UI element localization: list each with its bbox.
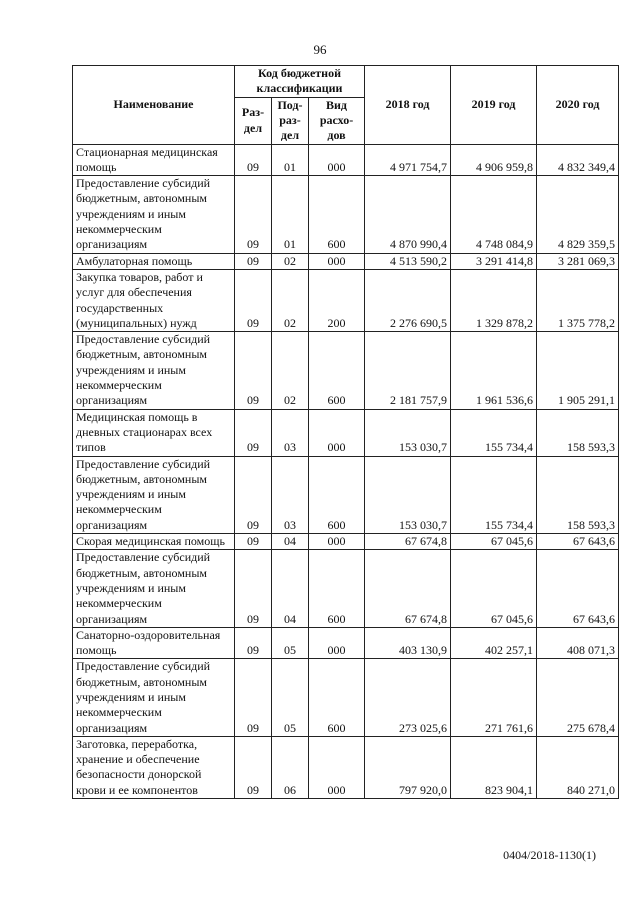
row-podrazdel: 03: [272, 409, 309, 456]
row-vid: 200: [309, 269, 365, 331]
page-number: 96: [313, 42, 327, 57]
row-value-2019: 67 045,6: [451, 534, 537, 550]
table-header: [73, 66, 619, 145]
row-value-2019: 155 734,4: [451, 409, 537, 456]
row-podrazdel: 03: [272, 456, 309, 533]
table-row: [73, 176, 619, 253]
row-value-2019: 402 257,1: [451, 627, 537, 659]
row-vid: 000: [309, 409, 365, 456]
row-value-2018: 273 025,6: [365, 659, 451, 736]
row-value-2018: 2 276 690,5: [365, 269, 451, 331]
row-podrazdel: 02: [272, 332, 309, 409]
header-2019: 2019 год: [451, 66, 537, 145]
row-name: Закупка товаров, работ и услуг для обеспечения государственных (муниципальных) нужд: [73, 269, 235, 331]
row-value-2019: 4 906 959,8: [451, 144, 537, 176]
row-value-2019: 1 329 878,2: [451, 269, 537, 331]
header-razdel: Раз- дел: [235, 97, 272, 144]
row-value-2020: 1 905 291,1: [537, 332, 619, 409]
row-value-2020: 3 281 069,3: [537, 253, 619, 269]
row-vid: 000: [309, 627, 365, 659]
row-value-2020: 4 829 359,5: [537, 176, 619, 253]
row-podrazdel: 05: [272, 659, 309, 736]
row-name: Предоставление субсидий бюджетным, автономным учреждениям и иным некоммерческим организациям: [73, 456, 235, 533]
row-value-2020: 67 643,6: [537, 550, 619, 627]
row-value-2020: 1 375 778,2: [537, 269, 619, 331]
row-vid: 600: [309, 176, 365, 253]
row-value-2018: 4 513 590,2: [365, 253, 451, 269]
row-value-2019: 1 961 536,6: [451, 332, 537, 409]
row-podrazdel: 02: [272, 253, 309, 269]
table-row: [73, 550, 619, 627]
table-row: [73, 736, 619, 798]
row-vid: 600: [309, 456, 365, 533]
row-value-2020: 275 678,4: [537, 659, 619, 736]
table-row: [73, 269, 619, 331]
row-razdel: 09: [235, 550, 272, 627]
row-value-2020: 840 271,0: [537, 736, 619, 798]
row-name: Предоставление субсидий бюджетным, автономным учреждениям и иным некоммерческим организациям: [73, 176, 235, 253]
row-value-2018: 4 870 990,4: [365, 176, 451, 253]
row-value-2020: 4 832 349,4: [537, 144, 619, 176]
footer-document-code: 0404/2018-1130(1): [503, 848, 596, 862]
row-vid: 600: [309, 332, 365, 409]
row-name: Медицинская помощь в дневных стационарах всех типов: [73, 409, 235, 456]
table-row: [73, 456, 619, 533]
row-razdel: 09: [235, 269, 272, 331]
row-podrazdel: 01: [272, 176, 309, 253]
row-value-2019: 823 904,1: [451, 736, 537, 798]
table-row: [73, 534, 619, 550]
row-value-2018: 67 674,8: [365, 550, 451, 627]
row-podrazdel: 05: [272, 627, 309, 659]
row-name: Амбулаторная помощь: [73, 253, 235, 269]
row-name: Предоставление субсидий бюджетным, автономным учреждениям и иным некоммерческим организациям: [73, 659, 235, 736]
row-razdel: 09: [235, 534, 272, 550]
header-code-group: Код бюджетной классификации: [235, 66, 365, 98]
row-razdel: 09: [235, 144, 272, 176]
row-value-2019: 155 734,4: [451, 456, 537, 533]
row-razdel: 09: [235, 456, 272, 533]
row-name: Предоставление субсидий бюджетным, автономным учреждениям и иным некоммерческим организациям: [73, 550, 235, 627]
row-razdel: 09: [235, 332, 272, 409]
row-value-2018: 67 674,8: [365, 534, 451, 550]
row-value-2020: 158 593,3: [537, 409, 619, 456]
row-name: Предоставление субсидий бюджетным, автономным учреждениям и иным некоммерческим организациям: [73, 332, 235, 409]
table-row: [73, 627, 619, 659]
row-name: Санаторно-оздоровительная помощь: [73, 627, 235, 659]
header-podrazdel: Под- раз- дел: [272, 97, 309, 144]
table-row: [73, 409, 619, 456]
row-value-2018: 2 181 757,9: [365, 332, 451, 409]
table-row: [73, 332, 619, 409]
table-body: [73, 144, 619, 798]
row-razdel: 09: [235, 627, 272, 659]
row-name: Стационарная медицинская помощь: [73, 144, 235, 176]
row-value-2019: 67 045,6: [451, 550, 537, 627]
row-vid: 600: [309, 550, 365, 627]
row-vid: 000: [309, 534, 365, 550]
row-razdel: 09: [235, 253, 272, 269]
table-row: [73, 144, 619, 176]
row-vid: 000: [309, 253, 365, 269]
row-value-2018: 153 030,7: [365, 456, 451, 533]
row-razdel: 09: [235, 409, 272, 456]
row-vid: 000: [309, 736, 365, 798]
header-2020: 2020 год: [537, 66, 619, 145]
row-value-2020: 408 071,3: [537, 627, 619, 659]
row-value-2018: 797 920,0: [365, 736, 451, 798]
row-name: Скорая медицинская помощь: [73, 534, 235, 550]
row-value-2018: 403 130,9: [365, 627, 451, 659]
row-podrazdel: 01: [272, 144, 309, 176]
table-row: [73, 253, 619, 269]
table-row: [73, 659, 619, 736]
row-value-2019: 3 291 414,8: [451, 253, 537, 269]
row-name: Заготовка, переработка, хранение и обеспечение безопасности донорской крови и ее компонентов: [73, 736, 235, 798]
row-podrazdel: 04: [272, 534, 309, 550]
row-podrazdel: 02: [272, 269, 309, 331]
header-vid: Вид расхо- дов: [309, 97, 365, 144]
row-razdel: 09: [235, 736, 272, 798]
row-razdel: 09: [235, 176, 272, 253]
row-vid: 600: [309, 659, 365, 736]
row-value-2018: 4 971 754,7: [365, 144, 451, 176]
row-value-2020: 158 593,3: [537, 456, 619, 533]
row-value-2018: 153 030,7: [365, 409, 451, 456]
row-value-2020: 67 643,6: [537, 534, 619, 550]
row-value-2019: 271 761,6: [451, 659, 537, 736]
row-value-2019: 4 748 084,9: [451, 176, 537, 253]
header-name: Наименование: [73, 66, 235, 145]
row-vid: 000: [309, 144, 365, 176]
row-podrazdel: 06: [272, 736, 309, 798]
header-2018: 2018 год: [365, 66, 451, 145]
row-podrazdel: 04: [272, 550, 309, 627]
row-razdel: 09: [235, 659, 272, 736]
budget-table: [72, 65, 619, 799]
